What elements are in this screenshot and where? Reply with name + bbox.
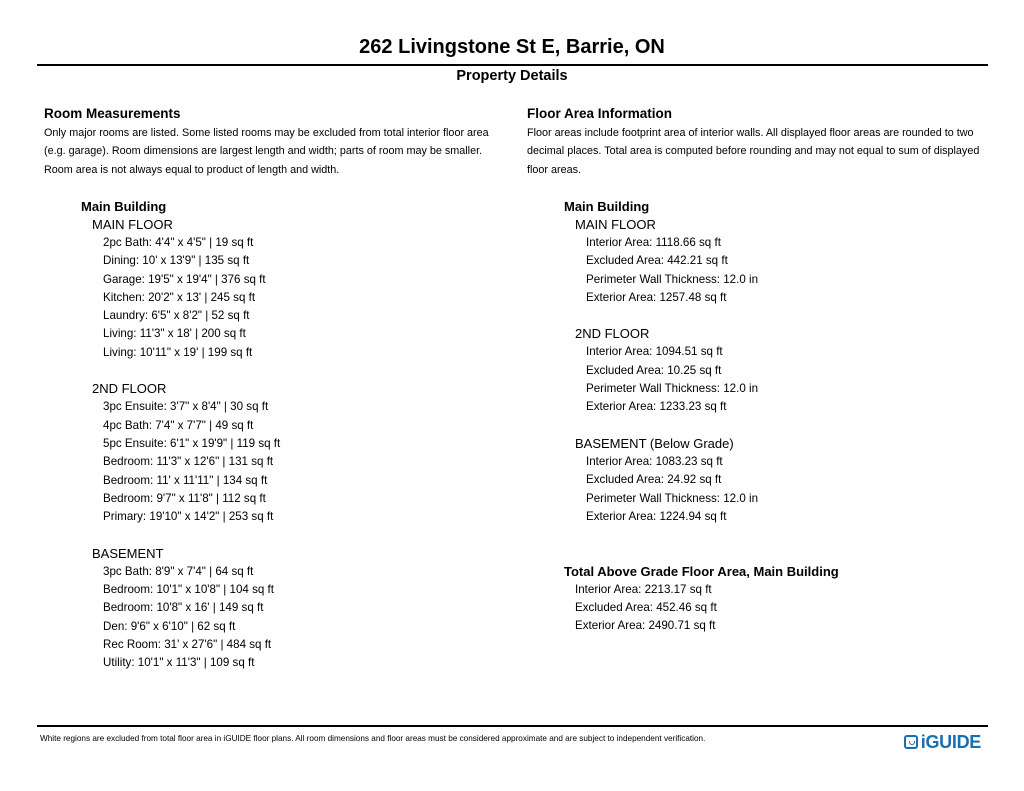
floor-name: 2ND FLOOR xyxy=(575,326,650,342)
area-item: Interior Area: 1083.23 sq ft xyxy=(586,454,723,468)
total-area-item: Exterior Area: 2490.71 sq ft xyxy=(575,619,716,633)
header-rule xyxy=(37,64,988,66)
footer-rule xyxy=(37,725,988,727)
room-list xyxy=(81,198,501,673)
description-line: Only major rooms are listed. Some listed rooms may be excluded from total interior floor area xyxy=(44,127,489,139)
room-item: Bedroom: 10'8" x 16' | 149 sq ft xyxy=(103,601,264,615)
description-line: Room area is not always equal to product of length and width. xyxy=(44,163,340,176)
footer-disclaimer: White regions are excluded from total floor area in iGUIDE floor plans. All room dimensions and floor areas must be considered approximate and are subject to independent verification. xyxy=(40,734,706,743)
room-item: Den: 9'6" x 6'10" | 62 sq ft xyxy=(103,619,236,633)
room-item: 3pc Ensuite: 3'7" x 8'4" | 30 sq ft xyxy=(103,400,269,414)
total-area-item: Interior Area: 2213.17 sq ft xyxy=(575,582,712,596)
description-line: (e.g. garage). Room dimensions are largest length and width; parts of room may be smaller. xyxy=(44,145,483,158)
area-item: Exterior Area: 1233.23 sq ft xyxy=(586,400,727,414)
area-item: Excluded Area: 24.92 sq ft xyxy=(586,473,722,487)
page-subtitle: Property Details xyxy=(456,68,568,84)
area-item: Perimeter Wall Thickness: 12.0 in xyxy=(586,272,759,286)
area-item: Interior Area: 1118.66 sq ft xyxy=(586,236,721,249)
floor-area-list xyxy=(564,198,984,636)
room-measurements-heading: Room Measurements xyxy=(44,106,181,121)
area-item: Perimeter Wall Thickness: 12.0 in xyxy=(586,382,759,396)
room-item: Bedroom: 9'7" x 11'8" | 112 sq ft xyxy=(103,491,266,505)
building-name: Main Building xyxy=(564,199,650,214)
room-item: Rec Room: 31' x 27'6" | 484 sq ft xyxy=(103,637,272,651)
room-item: Living: 11'3" x 18' | 200 sq ft xyxy=(103,327,246,341)
description-line: floor areas. xyxy=(527,163,582,176)
area-item: Perimeter Wall Thickness: 12.0 in xyxy=(586,491,759,505)
area-item: Excluded Area: 442.21 sq ft xyxy=(586,254,728,268)
area-item: Excluded Area: 10.25 sq ft xyxy=(586,363,722,377)
description-line: decimal places. Total area is computed before rounding and may not equal to sum of displayed xyxy=(527,145,980,158)
room-item: Garage: 19'5" x 19'4" | 376 sq ft xyxy=(103,272,266,286)
floor-name: MAIN FLOOR xyxy=(575,217,656,232)
room-item: Utility: 10'1" x 11'3" | 109 sq ft xyxy=(103,656,255,670)
room-item: Bedroom: 11' x 11'11" | 134 sq ft xyxy=(103,473,268,487)
description-line: Floor areas include footprint area of interior walls. All displayed floor areas are rounded to two xyxy=(527,127,974,139)
room-item: 2pc Bath: 4'4" x 4'5" | 19 sq ft xyxy=(103,236,254,249)
area-item: Exterior Area: 1224.94 sq ft xyxy=(586,509,727,523)
building-name: Main Building xyxy=(81,199,167,214)
room-item: Kitchen: 20'2" x 13' | 245 sq ft xyxy=(103,290,256,304)
area-item: Interior Area: 1094.51 sq ft xyxy=(586,345,723,359)
room-measurements-description xyxy=(44,124,504,179)
total-area-heading: Total Above Grade Floor Area, Main Building xyxy=(564,563,839,579)
iguide-logo xyxy=(904,731,981,753)
page-title: 262 Livingstone St E, Barrie, ON xyxy=(359,36,665,58)
room-item: 3pc Bath: 8'9" x 7'4" | 64 sq ft xyxy=(103,564,254,578)
iguide-logo-text: iGUIDE xyxy=(920,731,981,752)
floor-name: 2ND FLOOR xyxy=(92,381,167,397)
room-item: Bedroom: 10'1" x 10'8" | 104 sq ft xyxy=(103,583,274,597)
room-item: 4pc Bath: 7'4" x 7'7" | 49 sq ft xyxy=(103,418,254,432)
floor-name: MAIN FLOOR xyxy=(92,217,173,232)
room-item: Bedroom: 11'3" x 12'6" | 131 sq ft xyxy=(103,455,274,469)
floor-area-heading: Floor Area Information xyxy=(527,106,673,121)
total-area-item: Excluded Area: 452.46 sq ft xyxy=(575,601,717,615)
floor-name: BASEMENT (Below Grade) xyxy=(575,435,734,451)
room-item: Living: 10'11" x 19' | 199 sq ft xyxy=(103,345,253,359)
floor-area-section xyxy=(527,105,992,179)
iguide-logo-icon xyxy=(904,735,918,749)
floor-name: BASEMENT xyxy=(92,545,164,561)
room-item: Dining: 10' x 13'9" | 135 sq ft xyxy=(103,254,250,268)
floor-area-description xyxy=(527,124,992,179)
room-item: 5pc Ensuite: 6'1" x 19'9" | 119 sq ft xyxy=(103,436,281,450)
area-item: Exterior Area: 1257.48 sq ft xyxy=(586,290,727,304)
room-item: Laundry: 6'5" x 8'2" | 52 sq ft xyxy=(103,309,250,323)
room-measurements-section xyxy=(44,105,504,179)
room-item: Primary: 19'10" x 14'2" | 253 sq ft xyxy=(103,510,274,524)
